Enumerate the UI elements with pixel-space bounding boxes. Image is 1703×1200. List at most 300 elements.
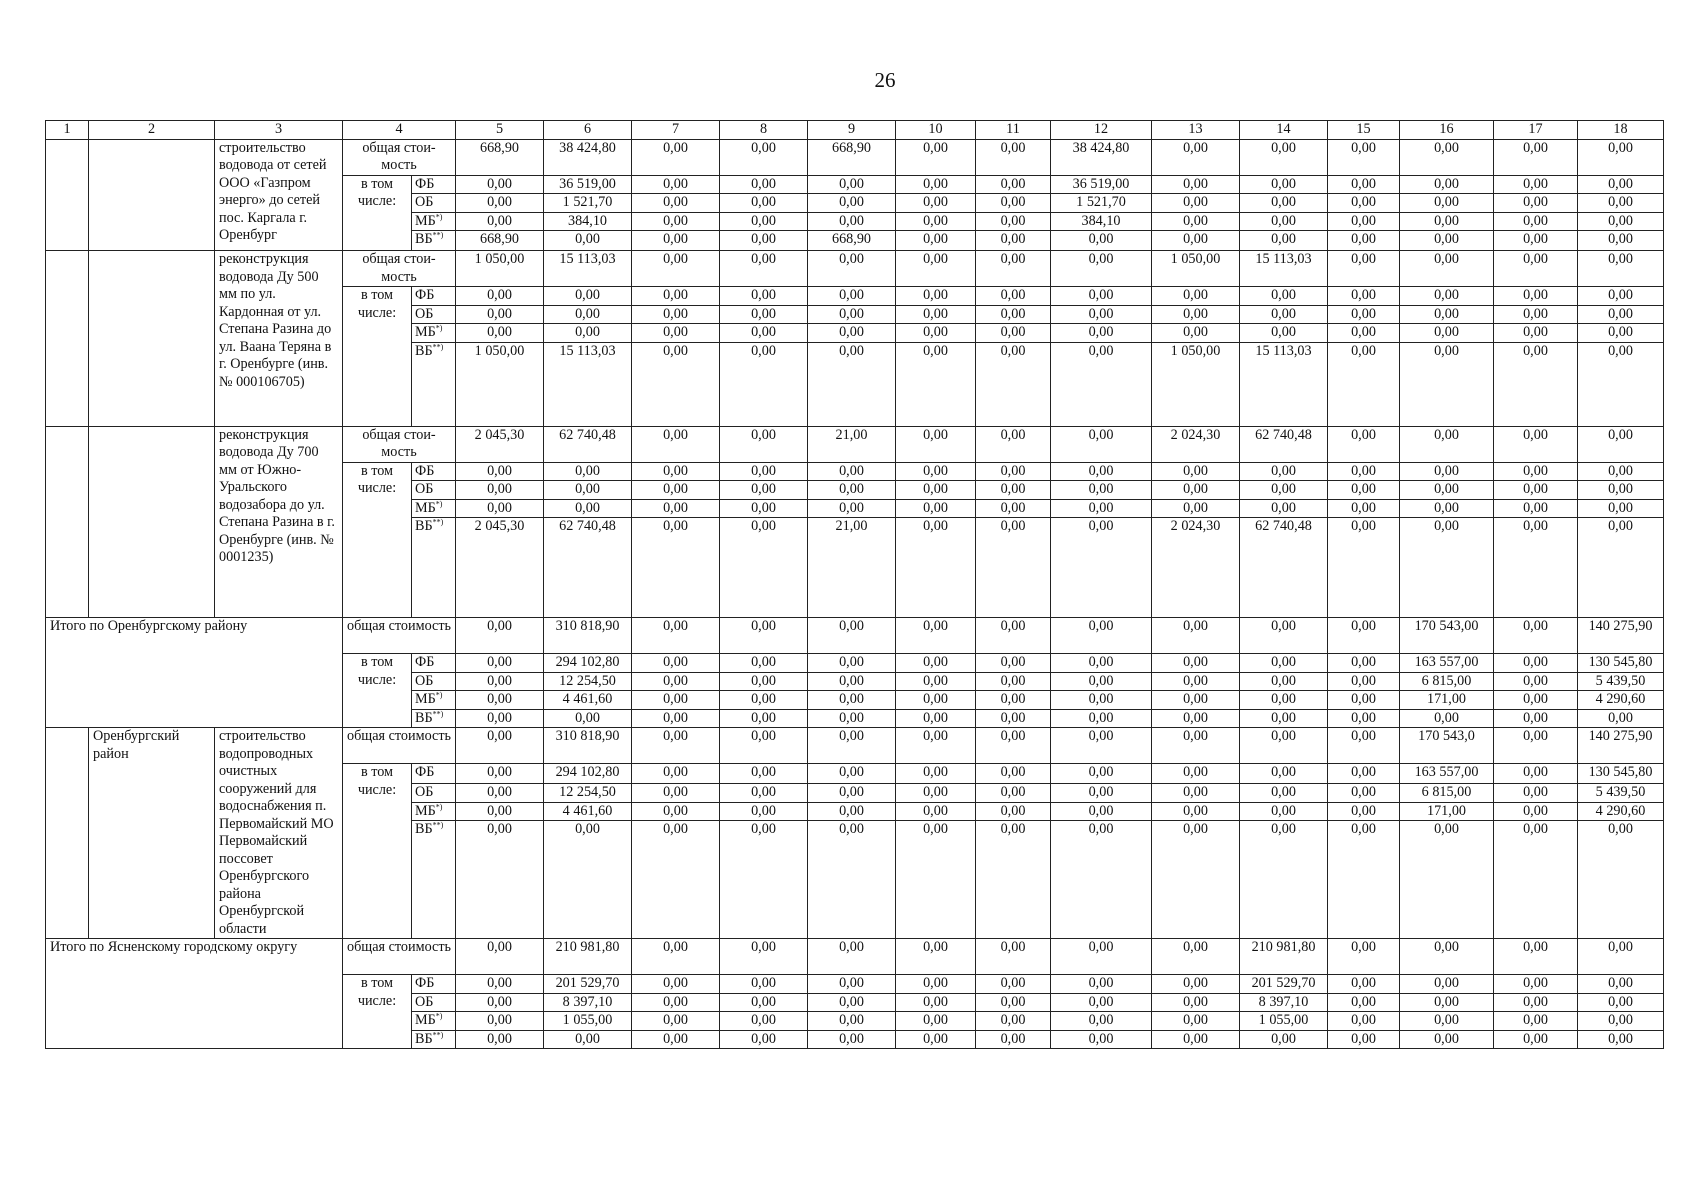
- ob-col-9: 0,00: [808, 481, 896, 500]
- total-cost-label: общая стои-мость: [343, 426, 456, 462]
- vb-col-15: 0,00: [1328, 821, 1400, 939]
- source-mb: [412, 691, 456, 710]
- ob-col-17: 0,00: [1494, 784, 1578, 803]
- total-col-9: 0,00: [808, 939, 896, 975]
- ob-col-7: 0,00: [632, 194, 720, 213]
- source-mb: [412, 1012, 456, 1031]
- vb-col-13: 0,00: [1152, 231, 1240, 251]
- mb-col-11: 0,00: [976, 1012, 1051, 1031]
- total-col-10: 0,00: [896, 426, 976, 462]
- vb-col-8: 0,00: [720, 342, 808, 426]
- total-col-8: 0,00: [720, 728, 808, 764]
- fb-col-8: 0,00: [720, 654, 808, 673]
- block-total-row: [46, 939, 1664, 975]
- source-label: МБ: [415, 499, 436, 516]
- total-col-15: 0,00: [1328, 139, 1400, 175]
- vb-col-7: 0,00: [632, 1030, 720, 1049]
- source-label: ОБ: [415, 194, 434, 210]
- mb-col-5: 0,00: [456, 324, 544, 343]
- fb-col-5: 0,00: [456, 764, 544, 784]
- ob-col-10: 0,00: [896, 784, 976, 803]
- fb-col-14: 201 529,70: [1240, 975, 1328, 994]
- total-col-11: 0,00: [976, 939, 1051, 975]
- total-col-18: 140 275,90: [1578, 618, 1664, 654]
- ob-col-10: 0,00: [896, 194, 976, 213]
- vb-col-10: 0,00: [896, 709, 976, 728]
- total-col-9: 668,90: [808, 139, 896, 175]
- fb-col-14: 0,00: [1240, 462, 1328, 481]
- column-header-10: 10: [896, 121, 976, 140]
- fb-col-6: 294 102,80: [544, 764, 632, 784]
- mb-col-5: 0,00: [456, 499, 544, 518]
- ob-col-11: 0,00: [976, 305, 1051, 324]
- fb-col-11: 0,00: [976, 175, 1051, 194]
- total-col-7: 0,00: [632, 939, 720, 975]
- vb-col-12: 0,00: [1051, 1030, 1152, 1049]
- source-ob: [412, 993, 456, 1012]
- mb-col-9: 0,00: [808, 324, 896, 343]
- vb-col-12: 0,00: [1051, 709, 1152, 728]
- total-col-7: 0,00: [632, 728, 720, 764]
- fb-col-14: 0,00: [1240, 654, 1328, 673]
- mb-col-14: 0,00: [1240, 212, 1328, 231]
- total-col-9: 21,00: [808, 426, 896, 462]
- vb-col-5: 668,90: [456, 231, 544, 251]
- ob-col-7: 0,00: [632, 672, 720, 691]
- fb-col-13: 0,00: [1152, 175, 1240, 194]
- mb-col-8: 0,00: [720, 1012, 808, 1031]
- fb-col-11: 0,00: [976, 764, 1051, 784]
- vb-col-7: 0,00: [632, 231, 720, 251]
- vb-col-15: 0,00: [1328, 709, 1400, 728]
- total-col-12: 0,00: [1051, 939, 1152, 975]
- fb-col-5: 0,00: [456, 175, 544, 194]
- source-label: ОБ: [415, 672, 434, 689]
- source-label: ВБ: [415, 342, 433, 359]
- vb-col-7: 0,00: [632, 518, 720, 618]
- source-ob: [412, 672, 456, 691]
- ob-col-16: 6 815,00: [1400, 784, 1494, 803]
- total-col-5: 668,90: [456, 139, 544, 175]
- block-total-row: [46, 251, 1664, 287]
- mb-col-10: 0,00: [896, 1012, 976, 1031]
- mb-col-16: 0,00: [1400, 324, 1494, 343]
- fb-col-12: 0,00: [1051, 975, 1152, 994]
- ob-col-8: 0,00: [720, 194, 808, 213]
- source-mb: [412, 499, 456, 518]
- mb-col-18: 0,00: [1578, 212, 1664, 231]
- fb-col-13: 0,00: [1152, 975, 1240, 994]
- vb-col-12: 0,00: [1051, 342, 1152, 426]
- vb-col-12: 0,00: [1051, 821, 1152, 939]
- fb-col-9: 0,00: [808, 287, 896, 306]
- vb-col-14: 15 113,03: [1240, 342, 1328, 426]
- total-col-17: 0,00: [1494, 426, 1578, 462]
- fb-col-5: 0,00: [456, 462, 544, 481]
- mb-col-10: 0,00: [896, 324, 976, 343]
- total-col-14: 62 740,48: [1240, 426, 1328, 462]
- mb-col-9: 0,00: [808, 212, 896, 231]
- source-vb: [412, 518, 456, 618]
- ob-col-15: 0,00: [1328, 305, 1400, 324]
- ob-col-11: 0,00: [976, 784, 1051, 803]
- ob-col-17: 0,00: [1494, 305, 1578, 324]
- total-col-6: 15 113,03: [544, 251, 632, 287]
- block-total-row: [46, 618, 1664, 654]
- vb-col-6: 15 113,03: [544, 342, 632, 426]
- source-vb: [412, 342, 456, 426]
- mb-col-15: 0,00: [1328, 499, 1400, 518]
- ob-col-9: 0,00: [808, 993, 896, 1012]
- mb-col-7: 0,00: [632, 691, 720, 710]
- fb-col-8: 0,00: [720, 975, 808, 994]
- ob-col-9: 0,00: [808, 305, 896, 324]
- summary-label: Итого по Оренбургскому району: [46, 618, 343, 728]
- fb-col-13: 0,00: [1152, 287, 1240, 306]
- mb-col-12: 0,00: [1051, 802, 1152, 821]
- total-col-17: 0,00: [1494, 939, 1578, 975]
- mb-col-14: 0,00: [1240, 324, 1328, 343]
- fb-col-16: 0,00: [1400, 462, 1494, 481]
- total-col-16: 170 543,00: [1400, 618, 1494, 654]
- vb-col-8: 0,00: [720, 709, 808, 728]
- total-col-11: 0,00: [976, 139, 1051, 175]
- total-col-15: 0,00: [1328, 251, 1400, 287]
- source-vb: [412, 231, 456, 251]
- source-ob: [412, 784, 456, 803]
- total-col-8: 0,00: [720, 139, 808, 175]
- total-col-6: 310 818,90: [544, 618, 632, 654]
- source-label: ВБ: [415, 231, 433, 247]
- total-cost-label: общая стоимость: [343, 728, 456, 764]
- vb-col-11: 0,00: [976, 231, 1051, 251]
- ob-col-17: 0,00: [1494, 194, 1578, 213]
- mb-col-5: 0,00: [456, 691, 544, 710]
- block-total-row: [46, 139, 1664, 175]
- fb-col-12: 0,00: [1051, 462, 1152, 481]
- fb-col-18: 130 545,80: [1578, 764, 1664, 784]
- vb-col-8: 0,00: [720, 821, 808, 939]
- ob-col-7: 0,00: [632, 993, 720, 1012]
- mb-col-6: 0,00: [544, 324, 632, 343]
- ob-col-9: 0,00: [808, 194, 896, 213]
- mb-col-11: 0,00: [976, 499, 1051, 518]
- source-ob: [412, 194, 456, 213]
- ob-col-12: 0,00: [1051, 305, 1152, 324]
- footnote-mark: *): [435, 690, 443, 700]
- ob-col-7: 0,00: [632, 481, 720, 500]
- column-header-6: 6: [544, 121, 632, 140]
- mb-col-18: 0,00: [1578, 1012, 1664, 1031]
- vb-col-6: 0,00: [544, 1030, 632, 1049]
- mb-col-14: 1 055,00: [1240, 1012, 1328, 1031]
- vb-col-16: 0,00: [1400, 342, 1494, 426]
- source-fb: [412, 287, 456, 306]
- fb-col-5: 0,00: [456, 654, 544, 673]
- total-col-14: 210 981,80: [1240, 939, 1328, 975]
- total-col-13: 0,00: [1152, 618, 1240, 654]
- vb-col-18: 0,00: [1578, 231, 1664, 251]
- fb-col-6: 201 529,70: [544, 975, 632, 994]
- total-col-11: 0,00: [976, 728, 1051, 764]
- vb-col-16: 0,00: [1400, 709, 1494, 728]
- object-description: строительство водовода от сетей ООО «Газпром энерго» до сетей пос. Каргала г. Оренбург: [215, 139, 343, 251]
- mb-col-7: 0,00: [632, 499, 720, 518]
- block-total-row: [46, 426, 1664, 462]
- ob-col-8: 0,00: [720, 672, 808, 691]
- vb-col-15: 0,00: [1328, 1030, 1400, 1049]
- total-col-14: 0,00: [1240, 618, 1328, 654]
- total-col-8: 0,00: [720, 939, 808, 975]
- ob-col-8: 0,00: [720, 305, 808, 324]
- fb-col-8: 0,00: [720, 287, 808, 306]
- footnote-mark: **): [432, 342, 444, 351]
- footnote-mark: **): [432, 1030, 444, 1039]
- vb-col-5: 2 045,30: [456, 518, 544, 618]
- ob-col-9: 0,00: [808, 672, 896, 691]
- vb-col-12: 0,00: [1051, 231, 1152, 251]
- mb-col-7: 0,00: [632, 802, 720, 821]
- vb-col-8: 0,00: [720, 518, 808, 618]
- fb-col-11: 0,00: [976, 287, 1051, 306]
- fb-col-11: 0,00: [976, 975, 1051, 994]
- vb-col-16: 0,00: [1400, 231, 1494, 251]
- fb-col-10: 0,00: [896, 462, 976, 481]
- total-col-6: 38 424,80: [544, 139, 632, 175]
- mb-col-6: 1 055,00: [544, 1012, 632, 1031]
- mb-col-14: 0,00: [1240, 499, 1328, 518]
- ob-col-10: 0,00: [896, 672, 976, 691]
- source-label: МБ: [415, 802, 436, 819]
- fb-col-18: 0,00: [1578, 287, 1664, 306]
- mb-col-16: 0,00: [1400, 499, 1494, 518]
- mb-col-10: 0,00: [896, 212, 976, 231]
- vb-col-10: 0,00: [896, 821, 976, 939]
- column-header-1: 1: [46, 121, 89, 140]
- source-fb: [412, 462, 456, 481]
- ob-col-8: 0,00: [720, 481, 808, 500]
- total-col-8: 0,00: [720, 251, 808, 287]
- fb-col-10: 0,00: [896, 287, 976, 306]
- total-col-12: 0,00: [1051, 426, 1152, 462]
- fb-col-7: 0,00: [632, 764, 720, 784]
- including-label: в том числе:: [343, 287, 412, 427]
- ob-col-16: 0,00: [1400, 481, 1494, 500]
- vb-col-11: 0,00: [976, 709, 1051, 728]
- ob-col-7: 0,00: [632, 784, 720, 803]
- vb-col-11: 0,00: [976, 821, 1051, 939]
- footnote-mark: **): [432, 230, 444, 240]
- vb-col-13: 0,00: [1152, 1030, 1240, 1049]
- source-label: МБ: [415, 1012, 436, 1028]
- mb-col-15: 0,00: [1328, 1012, 1400, 1031]
- mb-col-9: 0,00: [808, 1012, 896, 1031]
- total-cost-label: общая стоимость: [343, 618, 456, 654]
- ob-col-14: 0,00: [1240, 481, 1328, 500]
- including-label: в том числе:: [343, 175, 412, 251]
- summary-label: Итого по Ясненскому городскому округу: [46, 939, 343, 1049]
- total-col-11: 0,00: [976, 251, 1051, 287]
- ob-col-18: 0,00: [1578, 194, 1664, 213]
- district-cell: [89, 139, 215, 251]
- vb-col-14: 62 740,48: [1240, 518, 1328, 618]
- district-cell: [89, 426, 215, 618]
- mb-col-14: 0,00: [1240, 802, 1328, 821]
- ob-col-10: 0,00: [896, 481, 976, 500]
- mb-col-18: 4 290,60: [1578, 802, 1664, 821]
- ob-col-13: 0,00: [1152, 672, 1240, 691]
- mb-col-12: 384,10: [1051, 212, 1152, 231]
- block-total-row: [46, 728, 1664, 764]
- mb-col-12: 0,00: [1051, 324, 1152, 343]
- total-col-18: 0,00: [1578, 939, 1664, 975]
- object-description: реконструкция водовода Ду 500 мм по ул. Кардонная от ул. Степана Разина до ул. Ваана Теряна в г. Оренбурге (инв. № 000106705): [215, 251, 343, 427]
- mb-col-14: 0,00: [1240, 691, 1328, 710]
- vb-col-14: 0,00: [1240, 1030, 1328, 1049]
- fb-col-16: 0,00: [1400, 975, 1494, 994]
- total-col-10: 0,00: [896, 618, 976, 654]
- ob-col-6: 12 254,50: [544, 672, 632, 691]
- source-label: ВБ: [415, 709, 433, 726]
- fb-col-10: 0,00: [896, 975, 976, 994]
- ob-col-12: 0,00: [1051, 993, 1152, 1012]
- column-header-8: 8: [720, 121, 808, 140]
- fb-col-16: 0,00: [1400, 175, 1494, 194]
- mb-col-11: 0,00: [976, 324, 1051, 343]
- vb-col-15: 0,00: [1328, 342, 1400, 426]
- total-col-11: 0,00: [976, 426, 1051, 462]
- source-label: ФБ: [415, 975, 435, 991]
- total-cost-label: общая стоимость: [343, 939, 456, 975]
- source-label: МБ: [415, 691, 436, 707]
- mb-col-12: 0,00: [1051, 691, 1152, 710]
- footnote-mark: **): [432, 820, 444, 830]
- fb-col-9: 0,00: [808, 975, 896, 994]
- total-col-18: 0,00: [1578, 139, 1664, 175]
- ob-col-18: 0,00: [1578, 481, 1664, 500]
- source-fb: [412, 654, 456, 673]
- total-col-16: 0,00: [1400, 939, 1494, 975]
- vb-col-13: 1 050,00: [1152, 342, 1240, 426]
- ob-col-10: 0,00: [896, 993, 976, 1012]
- mb-col-13: 0,00: [1152, 324, 1240, 343]
- object-description: реконструкция водовода Ду 700 мм от Южно-Уральского водозабора до ул. Степана Разина в г. Оренбурге (инв. № 0001235): [215, 426, 343, 618]
- fb-col-11: 0,00: [976, 462, 1051, 481]
- ob-col-13: 0,00: [1152, 993, 1240, 1012]
- vb-col-5: 0,00: [456, 1030, 544, 1049]
- mb-col-17: 0,00: [1494, 802, 1578, 821]
- footnote-mark: *): [435, 499, 443, 508]
- ob-col-14: 0,00: [1240, 194, 1328, 213]
- header-row: [46, 121, 1664, 140]
- vb-col-10: 0,00: [896, 1030, 976, 1049]
- total-col-5: 1 050,00: [456, 251, 544, 287]
- ob-col-11: 0,00: [976, 481, 1051, 500]
- mb-col-9: 0,00: [808, 802, 896, 821]
- mb-col-15: 0,00: [1328, 802, 1400, 821]
- mb-col-17: 0,00: [1494, 1012, 1578, 1031]
- total-col-13: 1 050,00: [1152, 251, 1240, 287]
- mb-col-8: 0,00: [720, 691, 808, 710]
- fb-col-7: 0,00: [632, 462, 720, 481]
- column-header-4: 4: [343, 121, 456, 140]
- total-col-10: 0,00: [896, 939, 976, 975]
- mb-col-7: 0,00: [632, 212, 720, 231]
- mb-col-8: 0,00: [720, 802, 808, 821]
- fb-col-12: 36 519,00: [1051, 175, 1152, 194]
- mb-col-11: 0,00: [976, 691, 1051, 710]
- total-col-7: 0,00: [632, 139, 720, 175]
- fb-col-18: 0,00: [1578, 175, 1664, 194]
- fb-col-17: 0,00: [1494, 654, 1578, 673]
- total-col-14: 0,00: [1240, 139, 1328, 175]
- fb-col-15: 0,00: [1328, 654, 1400, 673]
- fb-col-9: 0,00: [808, 654, 896, 673]
- column-header-17: 17: [1494, 121, 1578, 140]
- column-header-7: 7: [632, 121, 720, 140]
- vb-col-6: 0,00: [544, 709, 632, 728]
- column-header-5: 5: [456, 121, 544, 140]
- ob-col-16: 0,00: [1400, 993, 1494, 1012]
- mb-col-13: 0,00: [1152, 499, 1240, 518]
- mb-col-6: 4 461,60: [544, 802, 632, 821]
- fb-col-7: 0,00: [632, 175, 720, 194]
- source-label: МБ: [415, 324, 436, 340]
- source-label: ФБ: [415, 654, 435, 670]
- source-label: ВБ: [415, 821, 433, 837]
- ob-col-5: 0,00: [456, 784, 544, 803]
- total-col-15: 0,00: [1328, 618, 1400, 654]
- total-cost-label: общая стои-мость: [343, 251, 456, 287]
- vb-col-10: 0,00: [896, 231, 976, 251]
- fb-col-9: 0,00: [808, 462, 896, 481]
- ob-col-18: 5 439,50: [1578, 784, 1664, 803]
- source-label: ОБ: [415, 993, 434, 1010]
- column-header-11: 11: [976, 121, 1051, 140]
- source-label: ВБ: [415, 518, 433, 534]
- vb-col-16: 0,00: [1400, 1030, 1494, 1049]
- vb-col-15: 0,00: [1328, 231, 1400, 251]
- fb-col-7: 0,00: [632, 654, 720, 673]
- total-col-16: 0,00: [1400, 251, 1494, 287]
- mb-col-7: 0,00: [632, 324, 720, 343]
- fb-col-16: 163 557,00: [1400, 654, 1494, 673]
- object-description: строительство водопроводных очистных сооружений для водоснабжения п. Первомайский МО Первомайский поссовет Оренбургского района Оренбургской области: [215, 728, 343, 939]
- total-col-13: 0,00: [1152, 939, 1240, 975]
- mb-col-13: 0,00: [1152, 1012, 1240, 1031]
- total-col-5: 2 045,30: [456, 426, 544, 462]
- footnote-mark: *): [435, 802, 443, 811]
- source-fb: [412, 975, 456, 994]
- ob-col-6: 12 254,50: [544, 784, 632, 803]
- source-label: ФБ: [415, 764, 435, 780]
- total-col-8: 0,00: [720, 618, 808, 654]
- fb-col-18: 0,00: [1578, 462, 1664, 481]
- vb-col-5: 0,00: [456, 821, 544, 939]
- vb-col-18: 0,00: [1578, 342, 1664, 426]
- ob-col-16: 0,00: [1400, 194, 1494, 213]
- total-col-11: 0,00: [976, 618, 1051, 654]
- ob-col-13: 0,00: [1152, 194, 1240, 213]
- column-header-18: 18: [1578, 121, 1664, 140]
- ob-col-5: 0,00: [456, 993, 544, 1012]
- source-label: ВБ: [415, 1030, 433, 1047]
- ob-col-5: 0,00: [456, 672, 544, 691]
- fb-col-12: 0,00: [1051, 287, 1152, 306]
- vb-col-17: 0,00: [1494, 231, 1578, 251]
- vb-col-8: 0,00: [720, 231, 808, 251]
- fb-col-13: 0,00: [1152, 462, 1240, 481]
